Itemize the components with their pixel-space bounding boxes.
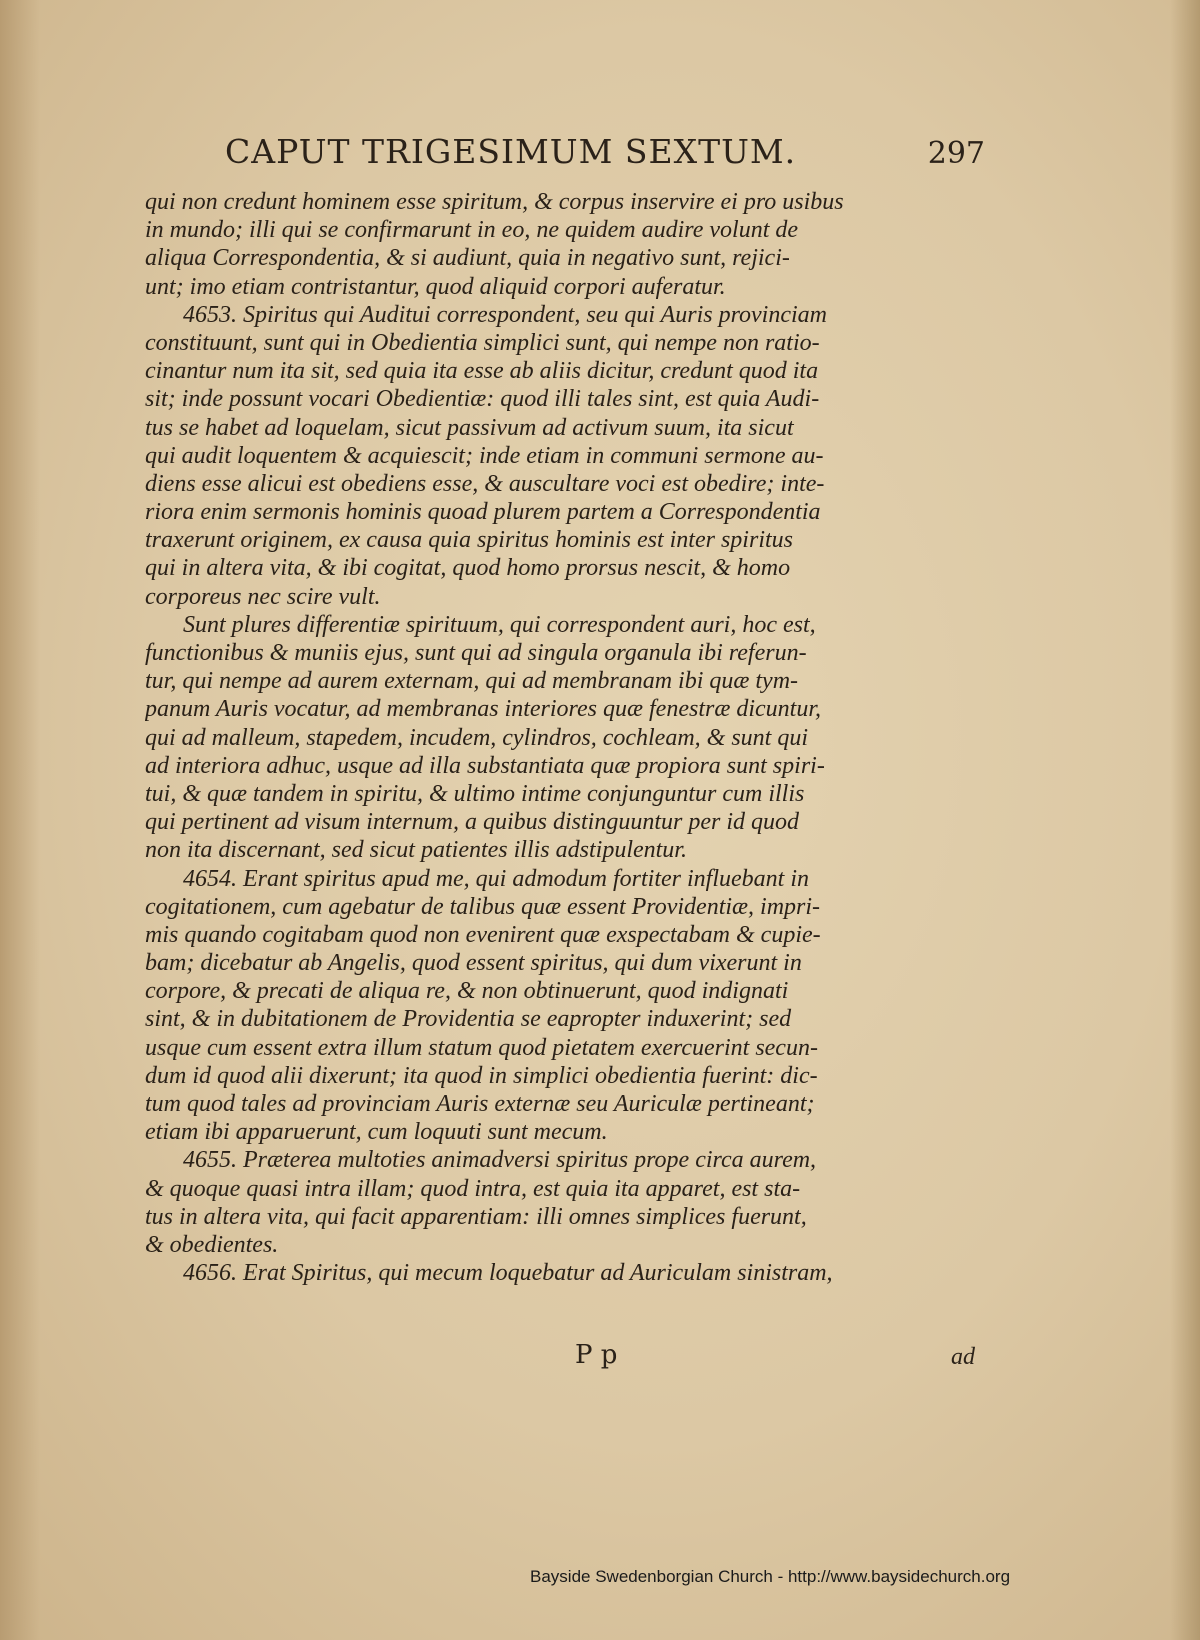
text-line: tui, & quæ tandem in spiritu, & ultimo intime conjunguntur cum illis xyxy=(145,780,805,807)
page-header xyxy=(225,132,985,180)
text-line: riora enim sermonis hominis quoad plurem partem a Correspondentia xyxy=(145,499,821,526)
text-line: tum quod tales ad provinciam Auris externæ seu Auriculæ pertineant; xyxy=(145,1091,815,1117)
paragraph-4655-start: 4655. Præterea multoties animadversi spiritus prope circa aurem, xyxy=(183,1147,817,1174)
text-line: traxerunt originem, ex causa quia spiritus hominis est inter spiritus xyxy=(145,527,793,554)
text-line: qui in altera vita, & ibi cogitat, quod homo prorsus nescit, & homo xyxy=(145,555,791,582)
text-line: constituunt, sunt qui in Obedientia simplici sunt, qui nempe non ratio- xyxy=(145,329,820,356)
text-line: aliqua Correspondentia, & si audiunt, quia in negativo sunt, rejici- xyxy=(145,245,790,272)
text-line: bam; dicebatur ab Angelis, quod essent spiritus, qui dum vixerunt in xyxy=(145,950,802,977)
text-line: panum Auris vocatur, ad membranas interiores quæ fenestræ dicuntur, xyxy=(145,696,821,723)
text-line: in mundo; illi qui se confirmarunt in eo, ne quidem audire volunt de xyxy=(145,217,799,244)
text-line: mis quando cogitabam quod non evenirent quæ exspectabam & cupie- xyxy=(145,921,821,948)
text-line: tur, qui nempe ad aurem externam, qui ad membranam ibi quæ tym- xyxy=(145,668,799,695)
running-title: CAPUT TRIGESIMUM SEXTUM. xyxy=(225,132,797,171)
source-watermark: Bayside Swedenborgian Church - http://www.baysidechurch.org xyxy=(530,1567,1011,1586)
paragraph-sunt-start: Sunt plures differentiæ spirituum, qui correspondent auri, hoc est, xyxy=(183,611,816,638)
body-text xyxy=(145,188,985,1287)
text-line: tus in altera vita, qui facit apparentiam: illi omnes simplices fuerunt, xyxy=(145,1203,807,1230)
text-line: diens esse alicui est obediens esse, & auscultare voci est obedire; inte- xyxy=(145,470,825,497)
page-footer xyxy=(145,1340,985,1380)
text-line: qui ad malleum, stapedem, incudem, cylindros, cochleam, & sunt qui xyxy=(145,724,808,751)
text-line: cinantur num ita sit, sed quia ita esse ab aliis dicitur, credunt quod ita xyxy=(145,358,819,385)
text-line: usque cum essent extra illum statum quod pietatem exercuerint secun- xyxy=(145,1034,818,1061)
text-line: qui non credunt hominem esse spiritum, & corpus inservire ei pro usibus xyxy=(145,189,844,215)
text-line: corpore, & precati de aliqua re, & non obtinuerunt, quod indignati xyxy=(145,978,789,1005)
page-number: 297 xyxy=(927,136,985,171)
text-line: functionibus & muniis ejus, sunt qui ad singula organula ibi referun- xyxy=(145,640,807,666)
text-line: qui audit loquentem & acquiescit; inde etiam in communi sermone au- xyxy=(145,442,824,469)
text-line: cogitationem, cum agebatur de talibus quæ essent Providentiæ, impri- xyxy=(145,893,821,920)
text-line: corporeus nec scire vult. xyxy=(145,583,381,610)
text-line: qui pertinent ad visum internum, a quibus distinguuntur per id quod xyxy=(145,809,799,836)
paragraph-4653-start: 4653. Spiritus qui Auditui correspondent, seu qui Auris provinciam xyxy=(183,301,827,328)
signature-mark: P p xyxy=(575,1340,618,1370)
text-line: sit; inde possunt vocari Obedientiæ: quod illi tales sint, est quia Audi- xyxy=(145,386,820,413)
text-line: & quoque quasi intra illam; quod intra, est quia ita apparet, est sta- xyxy=(145,1175,801,1202)
paragraph-4654-start: 4654. Erant spiritus apud me, qui admodum fortiter influebant in xyxy=(183,865,810,892)
page-shadow-left xyxy=(0,0,40,1640)
text-line: dum id quod alii dixerunt; ita quod in simplici obedientia fuerint: dic- xyxy=(145,1062,818,1089)
catchword: ad xyxy=(951,1344,975,1370)
text-line: unt; imo etiam contristantur, quod aliquid corpori auferatur. xyxy=(145,273,726,300)
text-line: tus se habet ad loquelam, sicut passivum ad activum suum, ita sicut xyxy=(145,414,794,441)
page-shadow-right xyxy=(1170,0,1200,1640)
text-line: ad interiora adhuc, usque ad illa substantiata quæ propiora sunt spiri- xyxy=(145,752,825,779)
paragraph-4656-start: 4656. Erat Spiritus, qui mecum loquebatur ad Auriculam sinistram, xyxy=(183,1260,833,1287)
text-line: etiam ibi apparuerunt, cum loquuti sunt mecum. xyxy=(145,1119,608,1146)
text-line: sint, & in dubitationem de Providentia se eapropter induxerint; sed xyxy=(145,1006,792,1033)
text-line: & obedientes. xyxy=(145,1231,279,1258)
text-line: non ita discernant, sed sicut patientes illis adstipulentur. xyxy=(145,837,687,864)
